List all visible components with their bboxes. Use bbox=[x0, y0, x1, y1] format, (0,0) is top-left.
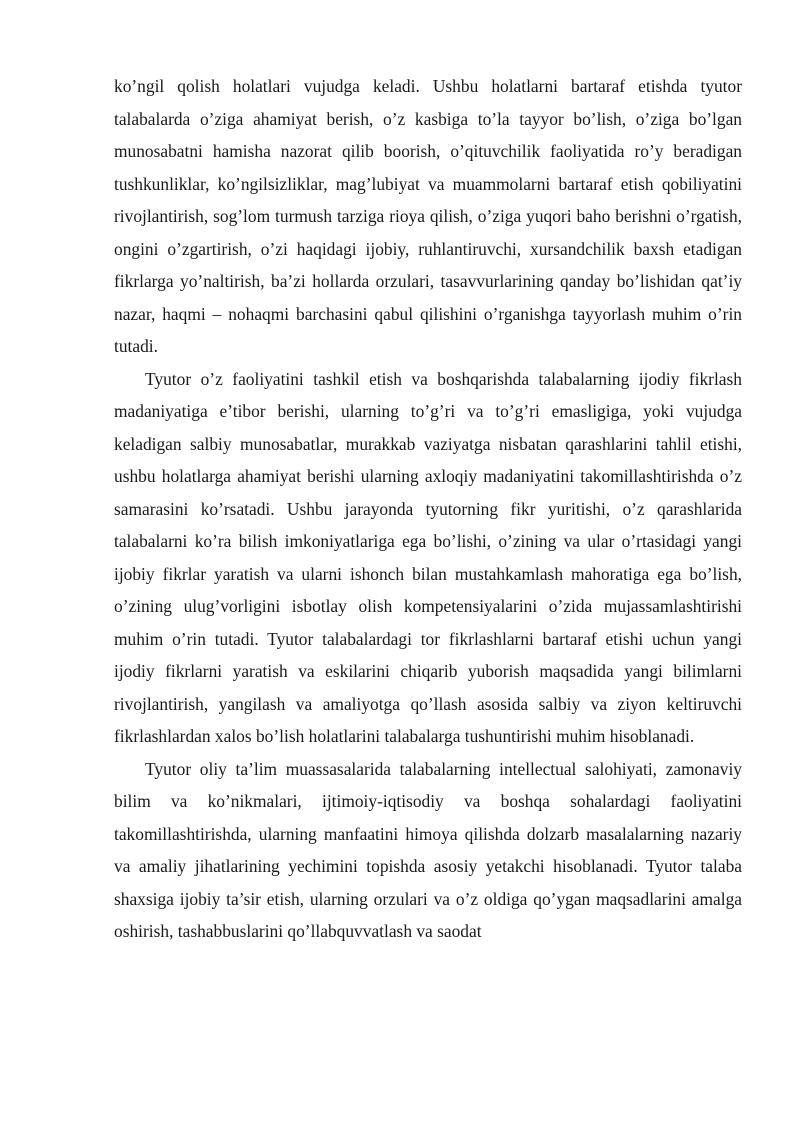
paragraph-1: ko’ngil qolish holatlari vujudga keladi. Ushbu holatlarni bartaraf etishda tyutor talabalarda o’ziga ahamiyat berish, o’z kasbiga to’la tayyor bo’lish, o’ziga bo’lgan munosabatni hamisha nazorat qilib boorish, o’qituvchilik faoliyatida ro’y beradigan tushkunliklar, ko’ngilsizliklar, mag’lubiyat va muammolarni bartaraf etish qobiliyatini rivojlantirish, sog’lom turmush tarziga rioya qilish, o’ziga yuqori baho berishni o’rgatish, ongini o’zgartirish, o’zi haqidagi ijobiy, ruhlantiruvchi, xursandchilik baxsh etadigan fikrlarga yo’naltirish, ba’zi hollarda orzulari, tasavvurlarining qanday bo’lishidan qat’iy nazar, haqmi – nohaqmi barchasini qabul qilishini o’rganishga tayyorlash muhim o’rin tutadi. bbox=[114, 76, 742, 356]
paragraph-3: Tyutor oliy ta’lim muassasalarida talabalarning intellectual salohiyati, zamonaviy bilim va ko’nikmalari, ijtimoiy-iqtisodiy va boshqa sohalardagi faoliyatini takomillashtirishda, ularning manfaatini himoya qilishda dolzarb masalalarning nazariy va amaliy jihatlarining yechimini topishda asosiy yetakchi hisoblanadi. Tyutor talaba shaxsiga ijobiy ta’sir etish, ularning orzulari va o’z oldiga qo’ygan maqsadlarini amalga oshirish, tashabbuslarini qo’llabquvvatlash va saodat bbox=[114, 758, 742, 941]
paragraph-2: Tyutor o’z faoliyatini tashkil etish va boshqarishda talabalarning ijodiy fikrlash madaniyatiga e’tibor berishi, ularning to’g’ri va to’g’ri emasligiga, yoki vujudga keladigan salbiy munosabatlar, murakkab vaziyatga nisbatan qarashlarini tahlil etishi, ushbu holatlarga ahamiyat berishi ularning axloqiy madaniyatini takomillashtirishda o’z samarasini ko’rsatadi. Ushbu jarayonda tyutorning fikr yuritishi, o’z qarashlarida talabalarni ko’ra bilish imkoniyatlariga ega bo’lishi, o’zining va ular o’rtasidagi yangi ijobiy fikrlar yaratish va ularni ishonch bilan mustahkamlash mahoratiga ega bo’lish, o’zining ulug’vorligini isbotlay olish kompetensiyalarini o’zida mujassamlashtirishi muhim o’rin tutadi. Tyutor talabalardagi tor fikrlashlarni bartaraf etishi uchun yangi ijodiy fikrlarni yaratish va eskilarini chiqarib yuborish maqsadida yangi bilimlarni rivojlantirish, yangilash va amaliyotga qo’llash asosida salbiy va ziyon keltiruvchi fikrlashlardan xalos bo’lish holatlarini talabalarga tushuntirishi muhim hisoblanadi. bbox=[114, 368, 742, 746]
document-page bbox=[114, 70, 742, 948]
